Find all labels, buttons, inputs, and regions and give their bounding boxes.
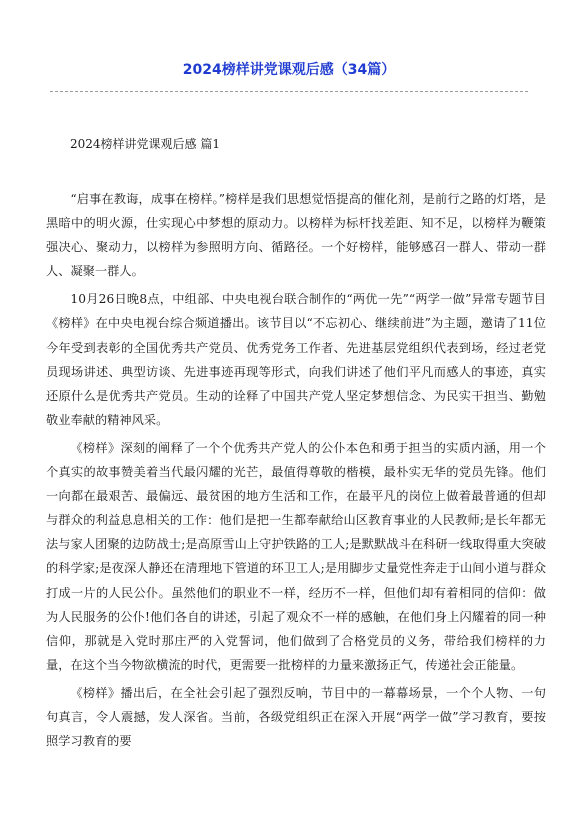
title-divider [50, 91, 528, 92]
paragraph-3: 《榜样》深刻的阐释了一个个优秀共产党人的公仆本色和勇于担当的实质内涵，用一个个真实的故事赞美着当代最闪耀的光芒，最值得尊敬的楷模，最朴实无华的党员先锋。他们一向都在最艰苦、最偏远、最贫困的地方生活和工作，在最平凡的岗位上做着最普通的但却与群众的利益息息相关的工作：他们是把一生都奉献给山区教育事业的人民教师;是长年都无法与家人团聚的边防战士;是高原雪山上守护铁路的工人;是默默战斗在科研一线取得重大突破的科学家;是夜深人静还在清理地下管道的环卫工人;是用脚步丈量党性奔走于山间小道与群众打成一片的人民公仆。虽然他们的职业不一样，经历不一样，但他们却有着相同的信仰：做为人民服务的公仆!他们各自的讲述，引起了观众不一样的感触，在他们身上闪耀着的同一种信仰，那就是入党时那庄严的入党誓词，他们做到了合格党员的义务，带给我们榜样的力量，在这个当今物欲横流的时代，更需要一批榜样的力量来激扬正气，传递社会正能量。 [46, 440, 546, 672]
section-heading: 2024榜样讲党课观后感 篇1 [70, 137, 220, 151]
paragraph-2: 10月26日晚8点，中组部、中央电视台联合制作的“两优一先”“两学一做”异常专题节目《榜样》在中央电视台综合频道播出。该节目以“不忘初心、继续前进”为主题，邀请了11位今年受到表彰的全国优秀共产党员、优秀党务工作者、先进基层党组织代表到场，经过老党员现场讲述、典型访谈、先进事迹再现等形式，向我们讲述了他们平凡而感人的事迹，真实还原什么是优秀共产党员。生动的诠释了中国共产党人坚定梦想信念、为民实干担当、勤勉敬业奉献的精神风采。 [46, 292, 546, 427]
paragraph-1: “启事在教诲，成事在榜样。”榜样是我们思想觉悟提高的催化剂，是前行之路的灯塔，是黑暗中的明火源，仕实现心中梦想的原动力。以榜样为标杆找差距、知不足，以榜样为鞭策强决心、聚动力，以榜样为参照明方向、循路径。一个好榜样，能够感召一群人、带动一群人、凝聚一群人。 [46, 192, 546, 279]
body-text [46, 187, 546, 757]
document-title: 2024榜样讲党课观后感（34篇） [182, 62, 396, 78]
paragraph-4: 《榜样》播出后，在全社会引起了强烈反响，节目中的一幕幕场景，一个个人物、一句句真言，令人震撼，发人深省。当前，各级党组织正在深入开展“两学一做”学习教育，要按照学习教育的要 [46, 685, 546, 749]
